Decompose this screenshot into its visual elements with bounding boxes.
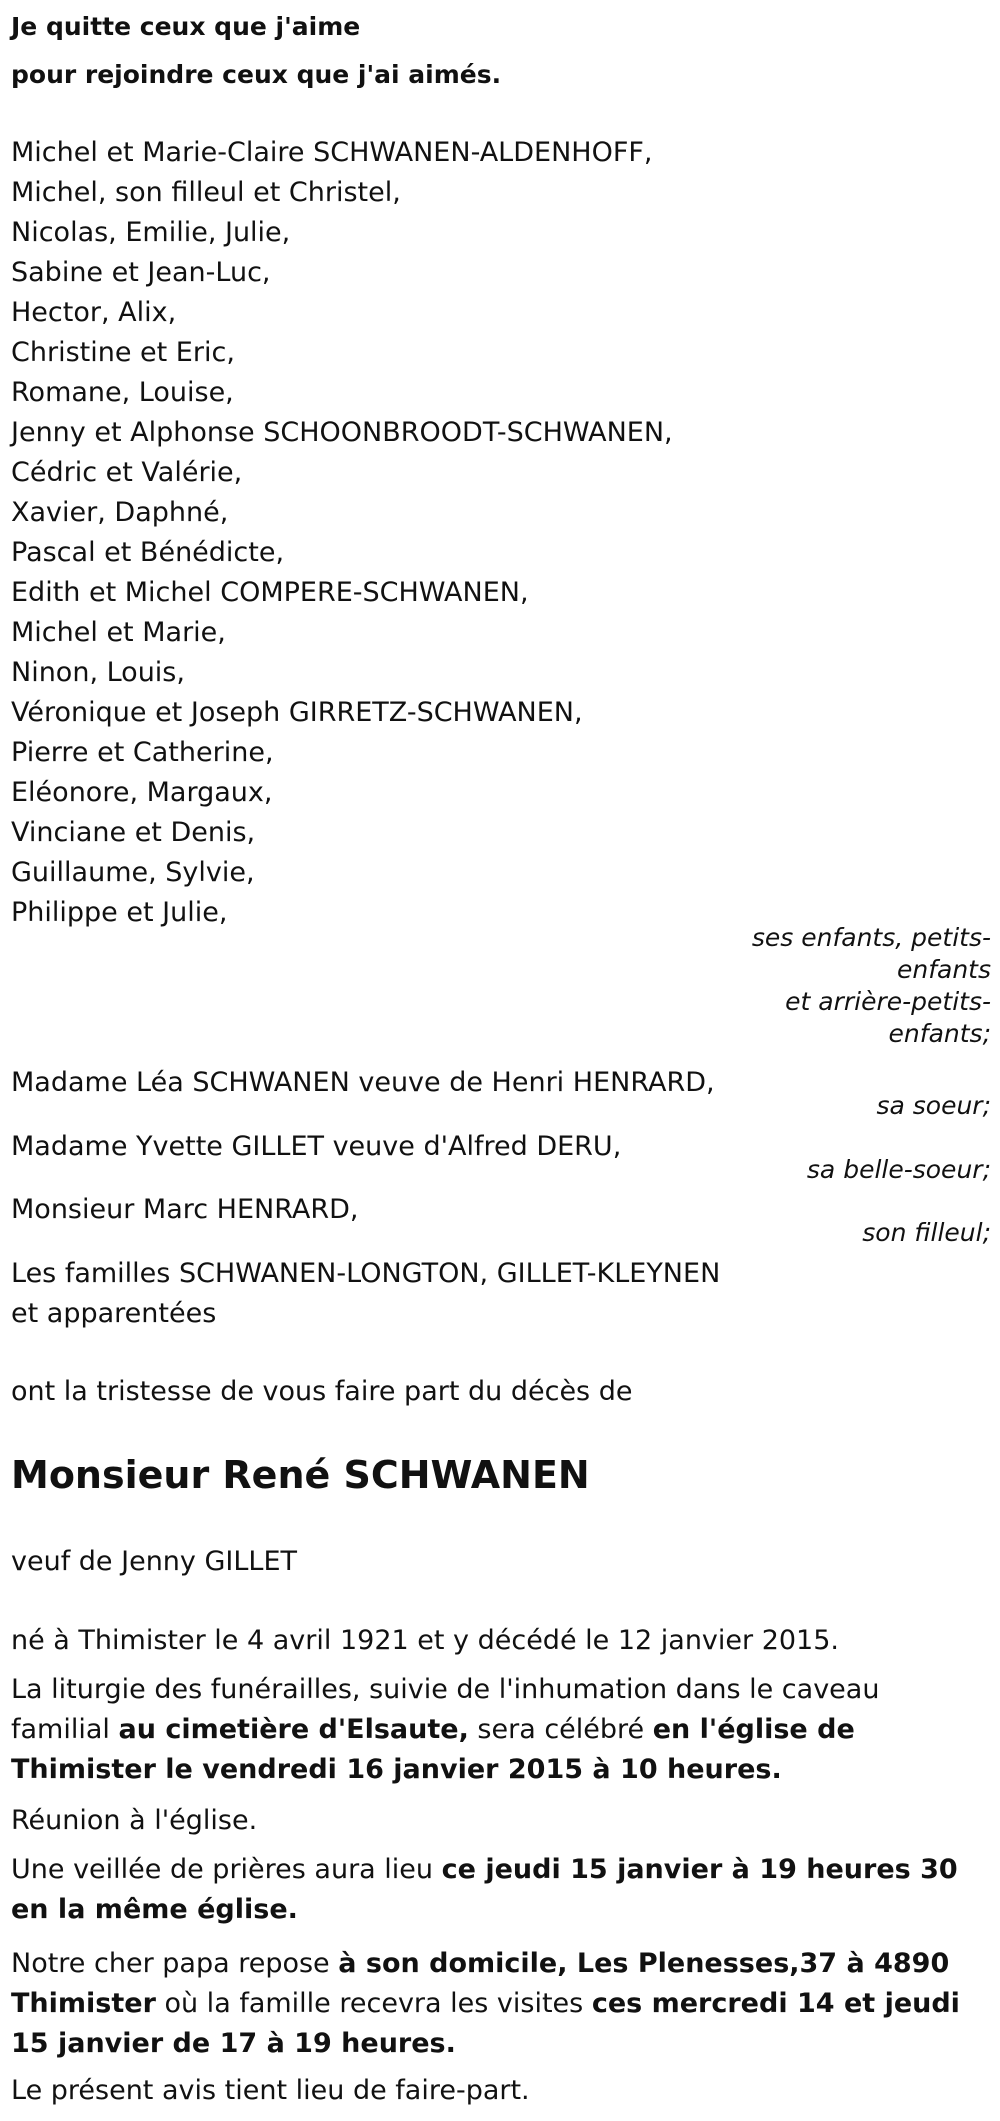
visitation-address: à son domicile, Les Plenesses,37 à 4890 Thimister bbox=[11, 1948, 950, 2019]
family-list-item: Michel et Marie-Claire SCHWANEN-ALDENHOFF, bbox=[11, 137, 653, 168]
family-list-item: Christine et Eric, bbox=[11, 337, 235, 368]
role-sister-in-law: sa belle-soeur; bbox=[806, 1155, 991, 1184]
family-list-item: Vinciane et Denis, bbox=[11, 817, 256, 848]
families-line-2: et apparentées bbox=[11, 1298, 217, 1329]
godson-name: Monsieur Marc HENRARD, bbox=[11, 1194, 359, 1225]
role-great-grandchildren: et arrière-petits-enfants; bbox=[785, 987, 991, 1048]
family-list-item: Pascal et Bénédicte, bbox=[11, 537, 285, 568]
visitation-text-1: Notre cher papa repose bbox=[11, 1948, 339, 1979]
role-sister: sa soeur; bbox=[876, 1091, 991, 1120]
funeral-cemetery: au cimetière d'Elsaute, bbox=[118, 1714, 469, 1745]
visitation-paragraph bbox=[11, 1944, 971, 2064]
closing-text: Le présent avis tient lieu de faire-part. bbox=[11, 2075, 530, 2106]
family-list-item: Guillaume, Sylvie, bbox=[11, 857, 255, 888]
family-list-item: Pierre et Catherine, bbox=[11, 737, 274, 768]
family-list-item: Hector, Alix, bbox=[11, 297, 177, 328]
family-list-item: Jenny et Alphonse SCHOONBROODT-SCHWANEN, bbox=[11, 417, 673, 448]
family-list-item: Edith et Michel COMPERE-SCHWANEN, bbox=[11, 577, 529, 608]
family-list-item: Michel, son filleul et Christel, bbox=[11, 177, 401, 208]
funeral-text-2: sera célébré bbox=[468, 1714, 653, 1745]
vigil-paragraph bbox=[11, 1850, 971, 1930]
epigraph-line-1: Je quitte ceux que j'aime bbox=[11, 12, 361, 41]
visitation-dates: ces mercredi 14 et jeudi 15 janvier de 17 à 19 heures. bbox=[11, 1988, 960, 2059]
funeral-text-1: La liturgie des funérailles, suivie de l'inhumation dans le caveau familial bbox=[11, 1674, 880, 1745]
family-list-item: Véronique et Joseph GIRRETZ-SCHWANEN, bbox=[11, 697, 583, 728]
widower-text: veuf de Jenny GILLET bbox=[11, 1546, 298, 1577]
families-line-1: Les familles SCHWANEN-LONGTON, GILLET-KLEYNEN bbox=[11, 1258, 721, 1289]
role-godson: son filleul; bbox=[862, 1218, 991, 1247]
family-list-item: Cédric et Valérie, bbox=[11, 457, 243, 488]
epigraph-line-2: pour rejoindre ceux que j'ai aimés. bbox=[11, 60, 502, 89]
funeral-paragraph bbox=[11, 1670, 971, 1790]
family-list-item: Philippe et Julie, bbox=[11, 897, 228, 928]
family-list-item: Eléonore, Margaux, bbox=[11, 777, 273, 808]
role-children: ses enfants, petits-enfants bbox=[751, 923, 991, 984]
family-list-item: Nicolas, Emilie, Julie, bbox=[11, 217, 291, 248]
visitation-text-2: où la famille recevra les visites bbox=[155, 1988, 592, 2019]
deceased-name: Monsieur René SCHWANEN bbox=[11, 1453, 590, 1497]
family-list-item: Michel et Marie, bbox=[11, 617, 226, 648]
vigil-date: ce jeudi 15 janvier à 19 heures 30 en la même église. bbox=[11, 1854, 958, 1925]
sister-name: Madame Léa SCHWANEN veuve de Henri HENRARD, bbox=[11, 1067, 715, 1098]
family-list-item: Xavier, Daphné, bbox=[11, 497, 229, 528]
birth-death-text: né à Thimister le 4 avril 1921 et y décédé le 12 janvier 2015. bbox=[11, 1625, 839, 1656]
vigil-text-1: Une veillée de prières aura lieu bbox=[11, 1854, 442, 1885]
funeral-church-date: en l'église de Thimister le vendredi 16 janvier 2015 à 10 heures. bbox=[11, 1714, 855, 1785]
family-list-item: Romane, Louise, bbox=[11, 377, 234, 408]
family-list-item: Ninon, Louis, bbox=[11, 657, 185, 688]
reunion-text: Réunion à l'église. bbox=[11, 1805, 258, 1836]
sister-in-law-name: Madame Yvette GILLET veuve d'Alfred DERU, bbox=[11, 1131, 622, 1162]
family-list-item: Sabine et Jean-Luc, bbox=[11, 257, 271, 288]
announcement-text: ont la tristesse de vous faire part du décès de bbox=[11, 1376, 633, 1407]
